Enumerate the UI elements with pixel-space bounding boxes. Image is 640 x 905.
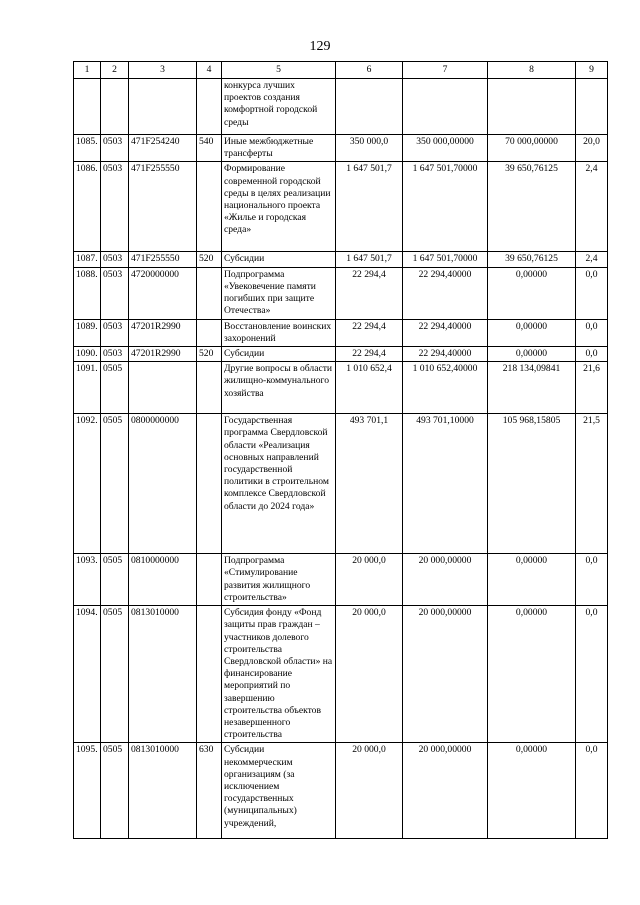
section-code-cell: 0503	[101, 162, 129, 252]
item-name-cell: Восстановление воинских захоронений	[222, 319, 336, 346]
budget-amount-cell: 1 010 652,40000	[403, 362, 488, 414]
table-row	[74, 79, 608, 135]
budget-amount-cell: 350 000,00000	[403, 135, 488, 162]
item-name-cell: Формирование современной городской среды в целях реализации национального проекта «Жилье и городская среда»	[222, 162, 336, 252]
budget-amount-cell: 22 294,40000	[403, 347, 488, 362]
executed-amount-cell: 0,00000	[488, 319, 576, 346]
executed-amount-cell: 0,00000	[488, 267, 576, 319]
executed-amount-cell: 0,00000	[488, 743, 576, 839]
item-name-cell: Субсидии	[222, 252, 336, 267]
section-code-cell: 0505	[101, 606, 129, 743]
target-article-cell: 0813010000	[129, 743, 197, 839]
budget-amount-cell	[403, 79, 488, 135]
budget-amount-cell: 20 000,00000	[403, 554, 488, 606]
approved-amount-cell: 1 010 652,4	[336, 362, 403, 414]
row-number-cell: 1091.	[74, 362, 101, 414]
row-number-cell: 1094.	[74, 606, 101, 743]
row-number-cell: 1093.	[74, 554, 101, 606]
approved-amount-cell: 20 000,0	[336, 743, 403, 839]
expense-type-cell	[197, 79, 222, 135]
budget-amount-cell: 20 000,00000	[403, 606, 488, 743]
header-cell: 7	[403, 62, 488, 79]
table-row	[74, 743, 608, 839]
section-code-cell: 0505	[101, 743, 129, 839]
target-article-cell: 4720000000	[129, 267, 197, 319]
approved-amount-cell: 493 701,1	[336, 414, 403, 554]
table-row	[74, 267, 608, 319]
header-row	[74, 62, 608, 79]
percent-cell: 0,0	[576, 554, 608, 606]
section-code-cell	[101, 79, 129, 135]
percent-cell: 0,0	[576, 606, 608, 743]
expense-type-cell: 630	[197, 743, 222, 839]
row-number-cell: 1087.	[74, 252, 101, 267]
header-cell: 8	[488, 62, 576, 79]
executed-amount-cell	[488, 79, 576, 135]
table-row	[74, 606, 608, 743]
table-row	[74, 414, 608, 554]
approved-amount-cell: 20 000,0	[336, 606, 403, 743]
section-code-cell: 0503	[101, 252, 129, 267]
percent-cell: 2,4	[576, 252, 608, 267]
row-number-cell: 1095.	[74, 743, 101, 839]
header-cell: 6	[336, 62, 403, 79]
table-row	[74, 319, 608, 346]
row-number-cell: 1089.	[74, 319, 101, 346]
approved-amount-cell: 22 294,4	[336, 267, 403, 319]
percent-cell: 0,0	[576, 267, 608, 319]
approved-amount-cell: 22 294,4	[336, 347, 403, 362]
expense-type-cell: 520	[197, 252, 222, 267]
budget-amount-cell: 493 701,10000	[403, 414, 488, 554]
budget-amount-cell: 1 647 501,70000	[403, 162, 488, 252]
item-name-cell: Подпрограмма «Увековечение памяти погибших при защите Отечества»	[222, 267, 336, 319]
header-cell: 9	[576, 62, 608, 79]
budget-amount-cell: 1 647 501,70000	[403, 252, 488, 267]
row-number-cell: 1085.	[74, 135, 101, 162]
budget-amount-cell: 20 000,00000	[403, 743, 488, 839]
section-code-cell: 0505	[101, 414, 129, 554]
executed-amount-cell: 218 134,09841	[488, 362, 576, 414]
target-article-cell: 0813010000	[129, 606, 197, 743]
approved-amount-cell: 1 647 501,7	[336, 252, 403, 267]
target-article-cell: 0800000000	[129, 414, 197, 554]
expense-type-cell	[197, 414, 222, 554]
table-row	[74, 362, 608, 414]
item-name-cell: Субсидии некоммерческим организациям (за исключением государственных (муниципальных) учреждений,	[222, 743, 336, 839]
target-article-cell: 47201R2990	[129, 319, 197, 346]
target-article-cell: 471F255550	[129, 162, 197, 252]
percent-cell: 0,0	[576, 319, 608, 346]
section-code-cell: 0503	[101, 347, 129, 362]
header-cell: 2	[101, 62, 129, 79]
approved-amount-cell	[336, 79, 403, 135]
header-cell: 1	[74, 62, 101, 79]
expense-type-cell	[197, 267, 222, 319]
section-code-cell: 0503	[101, 135, 129, 162]
target-article-cell	[129, 79, 197, 135]
approved-amount-cell: 1 647 501,7	[336, 162, 403, 252]
budget-table	[73, 61, 608, 839]
item-name-cell: Субсидия фонду «Фонд защиты прав граждан – участников долевого строительства Свердловской области» на финансирование мероприятий по завершению строительства объектов незавершенного строительства	[222, 606, 336, 743]
table-row	[74, 554, 608, 606]
section-code-cell: 0503	[101, 267, 129, 319]
page-number: 129	[309, 39, 331, 54]
table-row	[74, 135, 608, 162]
executed-amount-cell: 39 650,76125	[488, 162, 576, 252]
expense-type-cell	[197, 606, 222, 743]
percent-cell: 20,0	[576, 135, 608, 162]
executed-amount-cell: 0,00000	[488, 606, 576, 743]
expense-type-cell: 520	[197, 347, 222, 362]
section-code-cell: 0505	[101, 554, 129, 606]
item-name-cell: Государственная программа Свердловской области «Реализация основных направлений государственной политики в строительном комплексе Свердловской области до 2024 года»	[222, 414, 336, 554]
executed-amount-cell: 70 000,00000	[488, 135, 576, 162]
table-row	[74, 252, 608, 267]
item-name-cell: Субсидии	[222, 347, 336, 362]
section-code-cell: 0503	[101, 319, 129, 346]
percent-cell: 0,0	[576, 347, 608, 362]
row-number-cell: 1090.	[74, 347, 101, 362]
item-name-cell: конкурса лучших проектов создания комфортной городской среды	[222, 79, 336, 135]
table-body	[74, 62, 608, 839]
budget-amount-cell: 22 294,40000	[403, 267, 488, 319]
percent-cell: 0,0	[576, 743, 608, 839]
percent-cell: 21,6	[576, 362, 608, 414]
percent-cell	[576, 79, 608, 135]
executed-amount-cell: 105 968,15805	[488, 414, 576, 554]
item-name-cell: Другие вопросы в области жилищно-коммунального хозяйства	[222, 362, 336, 414]
target-article-cell: 471F255550	[129, 252, 197, 267]
expense-type-cell	[197, 362, 222, 414]
expense-type-cell	[197, 162, 222, 252]
executed-amount-cell: 0,00000	[488, 554, 576, 606]
budget-amount-cell: 22 294,40000	[403, 319, 488, 346]
approved-amount-cell: 20 000,0	[336, 554, 403, 606]
expense-type-cell: 540	[197, 135, 222, 162]
table-row	[74, 162, 608, 252]
executed-amount-cell: 39 650,76125	[488, 252, 576, 267]
target-article-cell: 0810000000	[129, 554, 197, 606]
row-number-cell	[74, 79, 101, 135]
target-article-cell: 471F254240	[129, 135, 197, 162]
header-cell: 4	[197, 62, 222, 79]
approved-amount-cell: 22 294,4	[336, 319, 403, 346]
approved-amount-cell: 350 000,0	[336, 135, 403, 162]
section-code-cell: 0505	[101, 362, 129, 414]
item-name-cell: Подпрограмма «Стимулирование развития жилищного строительства»	[222, 554, 336, 606]
expense-type-cell	[197, 554, 222, 606]
executed-amount-cell: 0,00000	[488, 347, 576, 362]
target-article-cell	[129, 362, 197, 414]
table-row	[74, 347, 608, 362]
header-cell: 5	[222, 62, 336, 79]
item-name-cell: Иные межбюджетные трансферты	[222, 135, 336, 162]
percent-cell: 2,4	[576, 162, 608, 252]
header-cell: 3	[129, 62, 197, 79]
row-number-cell: 1086.	[74, 162, 101, 252]
row-number-cell: 1088.	[74, 267, 101, 319]
percent-cell: 21,5	[576, 414, 608, 554]
expense-type-cell	[197, 319, 222, 346]
row-number-cell: 1092.	[74, 414, 101, 554]
target-article-cell: 47201R2990	[129, 347, 197, 362]
